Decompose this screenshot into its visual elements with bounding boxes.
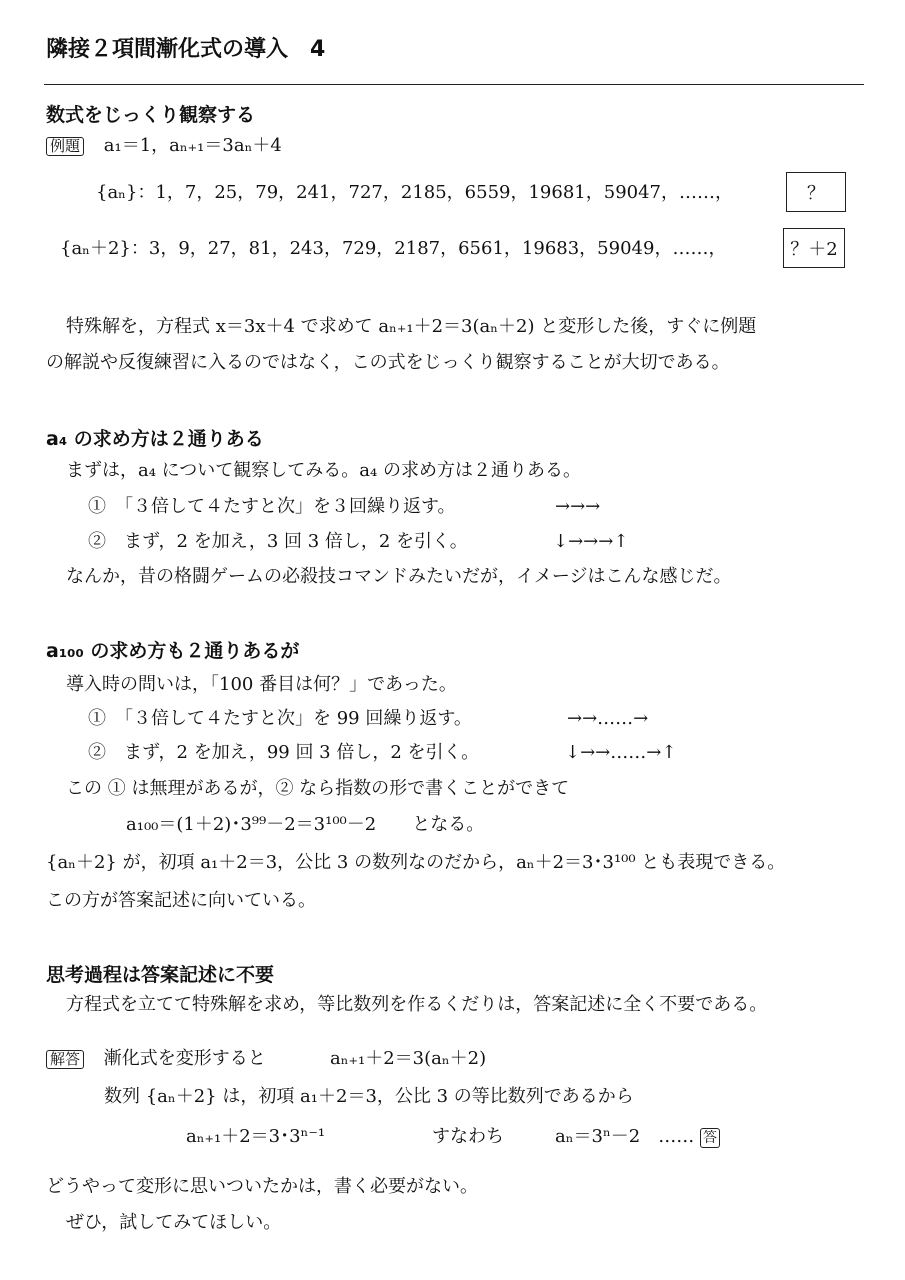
- answer-mark-icon: 答: [700, 1128, 720, 1148]
- section2-method1-arrows: →→→: [555, 496, 601, 517]
- title-divider: [44, 84, 864, 85]
- section1-paragraph-line1: 特殊解を，方程式 x＝3x＋4 で求めて aₙ₊₁＋2＝3(aₙ＋2) と変形した後，すぐに例題: [66, 316, 757, 337]
- section2-method2-arrows: ↓→→→↑: [553, 531, 629, 552]
- sequence-an-values: 1，7，25，79，241，727，2185，6559，19681，59047，……，: [155, 182, 734, 203]
- sequence-an-plus2-values: 3，9，27，81，243，729，2187，6561，19683，59049，……，: [148, 238, 727, 259]
- section3-line4: この方が答案記述に向いている。: [46, 890, 316, 911]
- sequence-an-unknown-box: ？: [786, 172, 846, 212]
- section-heading-not-needed: 思考過程は答案記述に不要: [46, 964, 275, 986]
- answer-line3-result: [555, 1128, 720, 1148]
- sequence-an-plus2-row: [60, 240, 726, 258]
- section1-paragraph-line2: の解説や反復練習に入るのではなく，この式をじっくり観察することが大切である。: [46, 352, 730, 373]
- section4-line1: 方程式を立てて特殊解を求め，等比数列を作るくだりは，答案記述に全く不要である。: [66, 994, 768, 1015]
- answer-result-text: aₙ＝3ⁿ－2 ……: [555, 1126, 695, 1147]
- section3-intro: 導入時の問いは，「100 番目は何？」であった。: [66, 674, 457, 695]
- answer-line3-equation: aₙ₊₁＋2＝3･3ⁿ⁻¹: [186, 1126, 326, 1147]
- section-heading-observe: 数式をじっくり観察する: [46, 104, 256, 126]
- section3-line3: {aₙ＋2} が，初項 a₁＋2＝3，公比 3 の数列なのだから，aₙ＋2＝3･3¹⁰⁰ とも表現できる。: [46, 852, 786, 873]
- answer-line1: [46, 1050, 266, 1069]
- sequence-an-plus2-label: {aₙ＋2}：: [60, 238, 149, 259]
- section3-method1-arrows: →→……→: [567, 708, 649, 729]
- section4-line2: どうやって変形に思いついたかは，書く必要がない。: [46, 1176, 478, 1197]
- sequence-an-row: [96, 184, 733, 202]
- section-heading-a100: a₁₀₀ の求め方も２通りあるが: [46, 640, 300, 662]
- section2-intro: まずは，a₄ について観察してみる。a₄ の求め方は２通りある。: [66, 460, 581, 481]
- sequence-an-plus2-unknown-box: ？＋2: [783, 228, 845, 268]
- example-tag: 例題: [46, 137, 84, 156]
- answer-line1-equation: aₙ₊₁＋2＝3(aₙ＋2): [330, 1048, 487, 1069]
- section2-comment: なんか，昔の格闘ゲームの必殺技コマンドみたいだが，イメージはこんな感じだ。: [66, 566, 732, 587]
- section3-method2: ② まず，2 を加え，99 回 3 倍し，2 を引く。: [88, 742, 480, 763]
- section3-method2-arrows: ↓→→……→↑: [565, 742, 677, 763]
- answer-line2: 数列 {aₙ＋2} は，初項 a₁＋2＝3，公比 3 の等比数列であるから: [104, 1086, 634, 1107]
- section2-method2: ② まず，2 を加え，3 回 3 倍し，2 を引く。: [88, 531, 468, 552]
- section3-line2: この ① は無理があるが，② なら指数の形で書くことができて: [66, 778, 570, 799]
- sequence-an-label: {aₙ}：: [96, 182, 156, 203]
- section3-formula: a₁₀₀＝(1＋2)･3⁹⁹－2＝3¹⁰⁰－2 となる。: [126, 814, 485, 835]
- page-title: 隣接２項間漸化式の導入 4: [46, 37, 326, 62]
- section-heading-a4: a₄ の求め方は２通りある: [46, 428, 264, 450]
- section4-line3: ぜひ，試してみてほしい。: [66, 1212, 282, 1233]
- answer-line1-text: 漸化式を変形すると: [103, 1048, 266, 1069]
- section3-method1: ① 「３倍して４たすと次」を 99 回繰り返す。: [88, 708, 472, 729]
- example-equation: a₁＝1，aₙ₊₁＝3aₙ＋4: [103, 135, 282, 156]
- example-line: [46, 137, 282, 156]
- answer-line3-connector: すなわち: [432, 1126, 504, 1147]
- answer-tag: 解答: [46, 1050, 84, 1069]
- section2-method1: ① 「３倍して４たすと次」を３回繰り返す。: [88, 496, 456, 517]
